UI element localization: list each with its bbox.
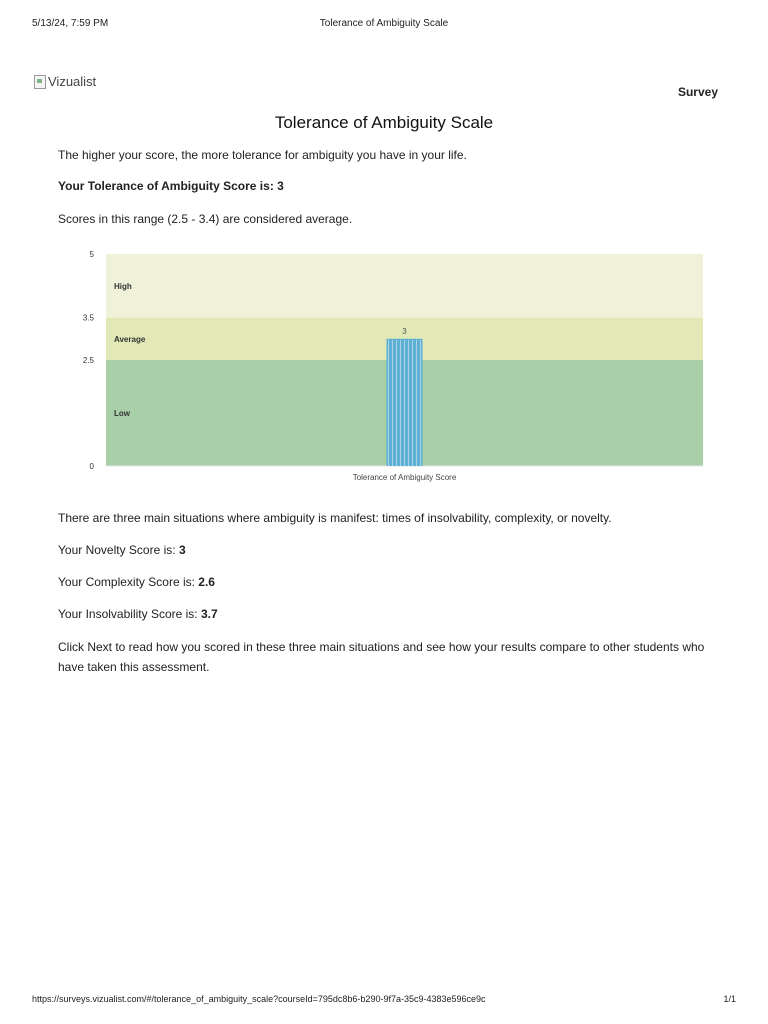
range-text: Scores in this range (2.5 - 3.4) are considered average.: [58, 212, 353, 226]
score-heading-label: Your Tolerance of Ambiguity Score is:: [58, 179, 278, 193]
novelty-label: Your Novelty Score is:: [58, 543, 179, 557]
score-heading-value: 3: [277, 179, 284, 193]
complexity-label: Your Complexity Score is:: [58, 575, 199, 589]
band-label-low: Low: [114, 409, 130, 418]
footer-page-number: 1/1: [723, 994, 736, 1004]
print-header: [32, 18, 736, 32]
score-chart-svg: [60, 244, 720, 489]
next-instructions: Click Next to read how you scored in these three main situations and see how your results compare to other students who have taken this assessment.: [58, 640, 705, 674]
novelty-score: [58, 540, 708, 560]
print-title: Tolerance of Ambiguity Scale: [319, 18, 449, 29]
novelty-value: 3: [178, 543, 186, 557]
insolvability-score: [58, 604, 708, 624]
broken-image-icon: [34, 75, 46, 89]
band-label-average: Average: [114, 334, 146, 344]
y-tick-label: 5: [89, 250, 94, 259]
print-footer: [32, 994, 736, 1006]
score-heading: [58, 176, 708, 196]
complexity-value: 2.6: [198, 575, 215, 589]
situations-text: There are three main situations where ambiguity is manifest: times of insolvability, complexity, or novelty.: [58, 511, 612, 525]
insolvability-value: 3.7: [200, 607, 218, 621]
complexity-score: [58, 572, 708, 592]
y-tick-label: 0: [89, 462, 94, 471]
logo-alt-text: Vizualist: [48, 74, 97, 89]
y-tick-label: 2.5: [82, 356, 94, 365]
y-tick-label: 3.5: [82, 313, 94, 323]
print-date: 5/13/24, 7:59 PM: [32, 18, 109, 29]
logo-link[interactable]: [34, 74, 96, 89]
nav-survey-link[interactable]: Survey: [677, 85, 718, 99]
footer-url: https://surveys.vizualist.com/#/tolerance_of_ambiguity_scale?courseId=795dc8b6-b290-9f7a-35c9-4383e596ce9c: [32, 994, 486, 1004]
insolvability-label: Your Insolvability Score is:: [58, 607, 201, 621]
band-high: [106, 254, 703, 318]
x-category-label: Tolerance of Ambiguity Score: [352, 473, 457, 482]
score-chart: [60, 244, 720, 489]
bar-value-label: 3: [402, 326, 407, 336]
band-label-high: High: [114, 281, 132, 291]
intro-text: The higher your score, the more tolerance for ambiguity you have in your life.: [58, 148, 467, 162]
page-title: Tolerance of Ambiguity Scale: [274, 113, 494, 132]
